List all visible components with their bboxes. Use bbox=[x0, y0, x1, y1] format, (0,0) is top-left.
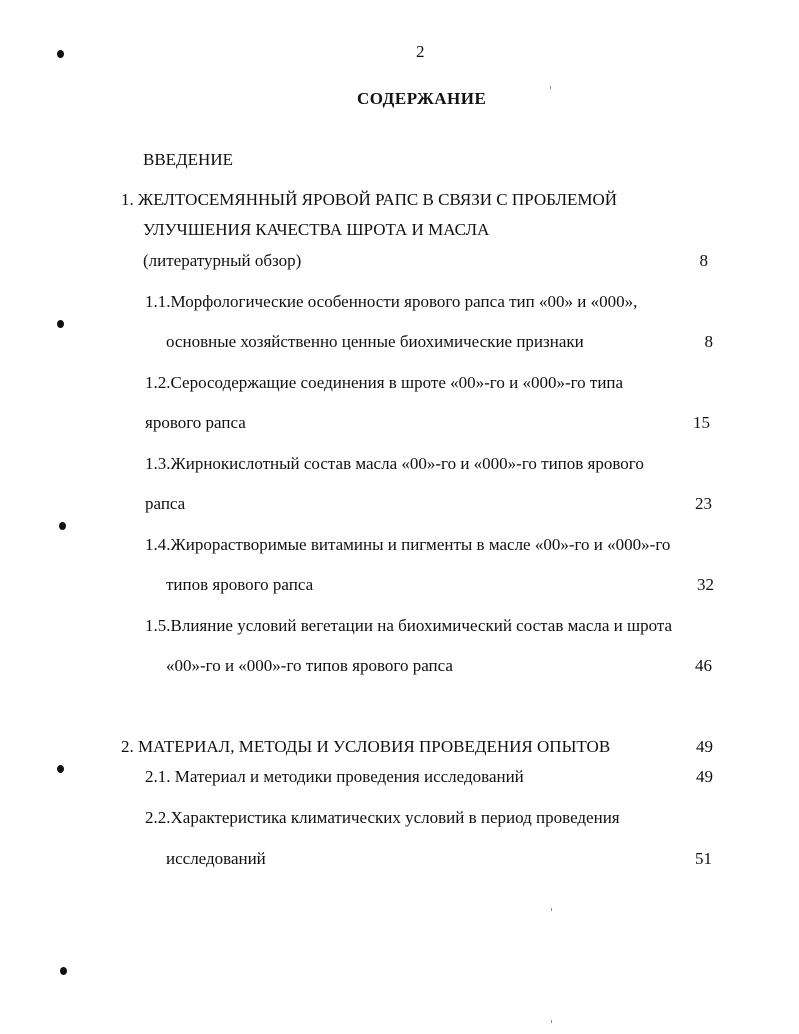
toc-item-1-5: 1.5.Влияние условий вегетации на биохимический состав масла и шрота bbox=[145, 616, 673, 635]
toc-item-1-5-cont: «00»-го и «000»-го типов ярового рапса bbox=[166, 656, 453, 675]
toc-item-1-1: 1.1.Морфологические особенности ярового рапса тип «00» и «000», bbox=[145, 292, 638, 311]
toc-section-1-title-cont: УЛУЧШЕНИЯ КАЧЕСТВА ШРОТА И МАСЛА bbox=[143, 220, 490, 239]
toc-page-number: 46 bbox=[695, 656, 712, 675]
toc-page-number: 23 bbox=[695, 494, 712, 513]
scan-mark bbox=[57, 50, 64, 58]
scan-mark bbox=[57, 320, 64, 328]
page-number: 2 bbox=[416, 42, 425, 61]
scan-speck bbox=[551, 1020, 552, 1023]
toc-page-number: 8 bbox=[704, 332, 713, 351]
toc-item-1-3: 1.3.Жирнокислотный состав масла «00»-го и «000»-го типов ярового bbox=[145, 454, 644, 473]
toc-page-number: 49 bbox=[696, 737, 713, 756]
toc-item-1-1-cont: основные хозяйственно ценные биохимические признаки bbox=[166, 332, 584, 351]
toc-item-1-4-cont: типов ярового рапса bbox=[166, 575, 314, 594]
toc-section-1-subtitle: (литературный обзор) bbox=[143, 251, 302, 270]
scan-mark bbox=[60, 967, 67, 975]
scan-mark bbox=[57, 765, 64, 773]
toc-page-number: 49 bbox=[696, 767, 713, 786]
toc-item-1-2: 1.2.Серосодержащие соединения в шроте «00»-го и «000»-го типа bbox=[145, 373, 624, 392]
toc-item-2-2: 2.2.Характеристика климатических условий в период проведения bbox=[145, 808, 620, 827]
page-title: СОДЕРЖАНИЕ bbox=[357, 89, 487, 108]
scan-mark bbox=[59, 522, 66, 530]
toc-page-number: 32 bbox=[697, 575, 714, 594]
toc-item-1-3-cont: рапса bbox=[145, 494, 186, 513]
scan-speck bbox=[551, 908, 552, 911]
scan-speck bbox=[550, 86, 551, 89]
toc-item-1-2-cont: ярового рапса bbox=[145, 413, 246, 432]
toc-section-2-title: 2. МАТЕРИАЛ, МЕТОДЫ И УСЛОВИЯ ПРОВЕДЕНИЯ ОПЫТОВ bbox=[121, 737, 611, 756]
toc-item-1-4: 1.4.Жирорастворимые витамины и пигменты в масле «00»-го и «000»-го bbox=[145, 535, 671, 554]
toc-page-number: 8 bbox=[699, 251, 708, 270]
toc-item-2-1: 2.1. Материал и методики проведения исследований bbox=[145, 767, 524, 786]
toc-page-number: 15 bbox=[693, 413, 710, 432]
toc-page-number: 51 bbox=[695, 849, 712, 868]
toc-intro: ВВЕДЕНИЕ bbox=[143, 150, 233, 169]
toc-item-2-2-cont: исследований bbox=[166, 849, 266, 868]
toc-section-1-title: 1. ЖЕЛТОСЕМЯННЫЙ ЯРОВОЙ РАПС В СВЯЗИ С ПРОБЛЕМОЙ bbox=[121, 190, 618, 209]
